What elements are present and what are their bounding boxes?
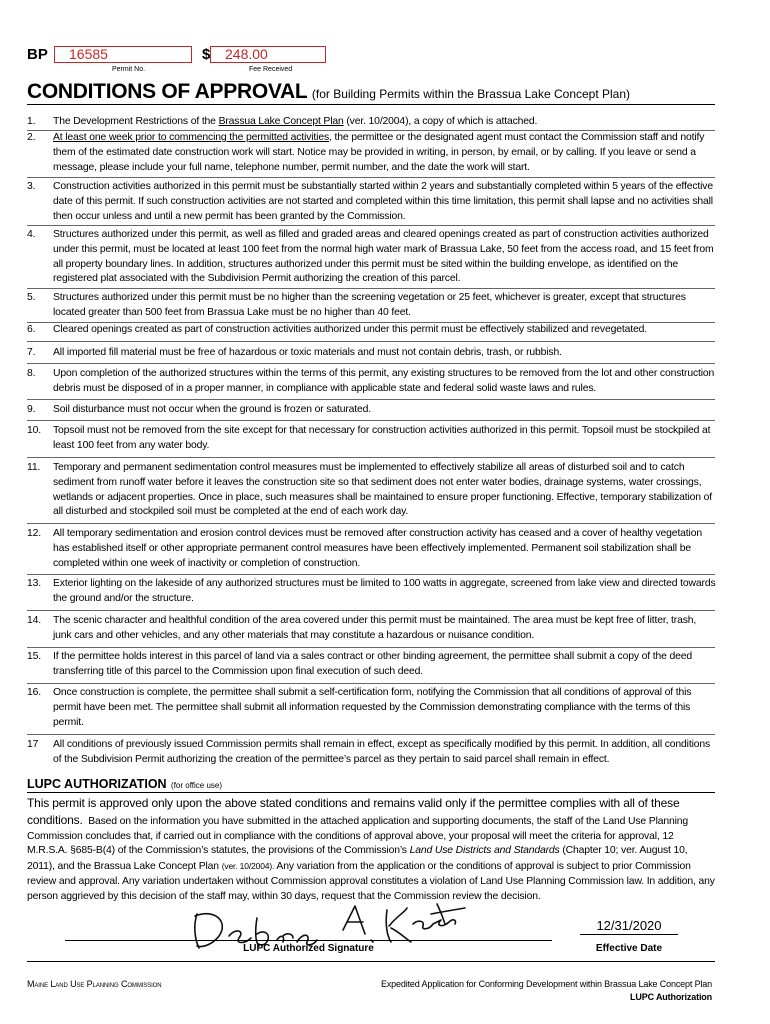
condition-underlined: Brassua Lake Concept Plan bbox=[218, 116, 344, 127]
condition-number: 4. bbox=[27, 229, 36, 240]
condition-text: All conditions of previously issued Commission permits shall remain in effect, except as specifically modified by this permit. In addition, all conditions of the Subdivision Permit authorizing the creation of the permittee’s parcel as they pertain to said parcel shall remain in effect. bbox=[53, 739, 711, 765]
lupc-text-small: (ver. 10/2004). bbox=[221, 861, 275, 872]
divider bbox=[27, 647, 715, 648]
condition-item bbox=[27, 424, 717, 454]
condition-text: Exterior lighting on the lakeside of any authorized structures must be limited to 100 watts in aggregate, screened from lake view and directed towards the ground and/or the structure. bbox=[53, 578, 716, 604]
title-sub: (for Building Permits within the Brassua Lake Concept Plan) bbox=[311, 87, 631, 101]
condition-item bbox=[27, 367, 717, 397]
condition-text: , the permittee or the designated agent must contact the Commission staff and notify them of the estimated date construction work will start. Notice may be provided in writing, in person, by email, or by calling. If you leave or send a message, please include your full name, telephone number, permit number, and the date the work will start. bbox=[53, 132, 705, 173]
condition-item bbox=[27, 403, 717, 418]
lupc-text: Based on the information you have submitted in the attached application and supporting documents, the staff of the Land Use Planning Commission concludes that, if carried out in compliance with the conditions of approval above, your proposal will meet the criteria for approval, 12 M.R.S.A. §685-B(4) of the Commission’s statutes, the provisions of the Commission’s bbox=[27, 815, 689, 857]
condition-text: Structures authorized under this permit must be no higher than the screening vegetation or 25 feet, whichever is greater, except that structures located greater than 500 feet from Brassua Lake must be no higher than 40 feet. bbox=[53, 292, 686, 318]
condition-text: The scenic character and healthful condition of the area covered under this permit must be maintained. The area must be kept free of litter, trash, junk cars and other vehicles, and any other materials that may constitute a hazardous or nuisance condition. bbox=[53, 615, 697, 641]
footer-document-section: LUPC Authorization bbox=[630, 992, 712, 1002]
condition-text: (ver. 10/2004), a copy of which is attached. bbox=[343, 116, 538, 127]
condition-number: 16. bbox=[27, 687, 41, 698]
condition-item bbox=[27, 115, 717, 130]
condition-text: All imported fill material must be free of hazardous or toxic materials and must not contain debris, trash, or rubbish. bbox=[53, 347, 562, 358]
effective-date: 12/31/2020 bbox=[596, 918, 662, 933]
condition-number: 10. bbox=[27, 425, 41, 436]
lupc-text: Any variation from the application or the conditions of approval is subject to prior Commission review and approval. Any variation undertaken without Commission approval constitutes a violation of Land Use Planning Commission law. In addition, any person aggrieved by this decision of the staff may, within 30 days, request that the Commission review the decision. bbox=[27, 861, 715, 902]
condition-item bbox=[27, 180, 717, 224]
footer-document-info bbox=[381, 978, 712, 1004]
condition-number: 13. bbox=[27, 578, 41, 589]
lupc-body bbox=[27, 796, 715, 905]
lupc-heading bbox=[27, 775, 222, 793]
condition-item bbox=[27, 686, 717, 730]
condition-text: Temporary and permanent sedimentation control measures must be implemented to effectively stabilize all areas of disturbed soil and to catch sediment from runoff water before it leaves the construction site so that sediment does not enter water bodies, drainage systems, water crossings, wetlands or adjacent properties. Once in place, such measures shall be maintained to ensure proper functioning. Effective, temporary stabilization of all disturbed and stockpiled soil must be completed at the end of each work day. bbox=[53, 462, 712, 518]
lupc-text-italic: Land Use Districts and Standards bbox=[409, 845, 560, 857]
divider bbox=[27, 734, 715, 735]
fee-caption: Fee Received bbox=[249, 66, 293, 73]
condition-item bbox=[27, 577, 717, 607]
condition-item bbox=[27, 650, 717, 680]
condition-number: 8. bbox=[27, 368, 36, 379]
condition-item bbox=[27, 131, 717, 175]
divider bbox=[27, 574, 715, 575]
lupc-lead: This permit is approved only upon the above stated conditions and remains valid only if the permittee complies with all of these conditions. bbox=[27, 796, 680, 827]
condition-item bbox=[27, 738, 717, 768]
condition-number: 7. bbox=[27, 347, 36, 358]
title-rule bbox=[27, 104, 715, 105]
page-title bbox=[27, 80, 747, 104]
divider bbox=[27, 610, 715, 611]
condition-text: Soil disturbance must not occur when the ground is frozen or saturated. bbox=[53, 404, 371, 415]
condition-number: 17 bbox=[27, 739, 39, 750]
divider bbox=[27, 363, 715, 364]
condition-number: 6. bbox=[27, 324, 36, 335]
lupc-heading-text: LUPC AUTHORIZATION bbox=[27, 777, 167, 791]
condition-text: Structures authorized under this permit, as well as filled and graded areas and cleared openings created as part of construction activities authorized under this permit, must be located at least 100 feet from the normal high water mark of Brassua Lake, 50 feet from the access road, and 15 feet from all property boundary lines. In addition, structures authorized under this permit must be sited within the building envelope, as identified on the registered plat associated with the Subdivision Permit authorizing the creation of this parcel. bbox=[53, 229, 714, 285]
condition-item bbox=[27, 527, 717, 571]
divider bbox=[27, 420, 715, 421]
condition-number: 1. bbox=[27, 116, 36, 127]
lupc-text: (Chapter 10; ver. August 10, 2011), and the Brassua Lake Concept Plan bbox=[27, 845, 688, 873]
condition-text: All temporary sedimentation and erosion control devices must be removed after construction activity has ceased and a cover of healthy vegetation has established itself or other appropriate permanent control measures have been effectively implemented. Permanent soil stabilization shall be completed within one week of inactivity or completion of construction. bbox=[53, 528, 702, 569]
signature-line bbox=[65, 940, 552, 941]
dollar-label: $ bbox=[202, 46, 211, 63]
condition-number: 15. bbox=[27, 651, 41, 662]
divider bbox=[27, 457, 715, 458]
condition-number: 2. bbox=[27, 132, 36, 143]
condition-text: If the permittee holds interest in this parcel of land via a sales contract or other binding agreement, the permittee shall submit a copy of the deed transferring title of this parcel to the Commission upon final execution of such deed. bbox=[53, 651, 692, 677]
footer-organization: Maine Land Use Planning Commission bbox=[27, 979, 162, 989]
condition-text: The Development Restrictions of the bbox=[53, 116, 219, 127]
condition-text: Cleared openings created as part of construction activities authorized under this permit must be effectively stabilized and revegetated. bbox=[53, 324, 647, 335]
fee-field[interactable]: 248.00 bbox=[210, 46, 326, 63]
condition-item bbox=[27, 461, 717, 520]
divider bbox=[27, 683, 715, 684]
condition-number: 11. bbox=[27, 462, 41, 473]
condition-text: Topsoil must not be removed from the site except for that necessary for construction activities authorized in this permit. Topsoil must be stockpiled at least 100 feet from any water body. bbox=[53, 425, 711, 451]
divider bbox=[27, 341, 715, 342]
condition-underlined: At least one week prior to commencing the permitted activities bbox=[53, 132, 329, 143]
condition-text: Construction activities authorized in this permit must be substantially started within 2 years and substantially completed within 5 years of the effective date of this permit. If such construction activities are not started and completed within this time limitation, this permit shall lapse and no activities shall then occur unless and until a new permit has been granted by the Commission. bbox=[53, 181, 713, 222]
condition-item bbox=[27, 291, 717, 321]
bp-label: BP bbox=[27, 46, 48, 63]
condition-text: Upon completion of the authorized structures within the terms of this permit, any existing structures to be removed from the lot and other construction debris must be disposed of in a proper manner, in compliance with applicable state and federal solid waste laws and rules. bbox=[53, 368, 715, 394]
divider bbox=[27, 225, 715, 226]
lupc-heading-note: (for office use) bbox=[171, 781, 223, 790]
divider bbox=[27, 523, 715, 524]
condition-number: 5. bbox=[27, 292, 36, 303]
signature-caption: LUPC Authorized Signature bbox=[243, 943, 374, 954]
condition-text: Once construction is complete, the permittee shall submit a self-certification form, notifying the Commission that all conditions of approval of this permit have been met. The permittee shall submit all information requested by the Commission demonstrating compliance with the terms of this permit. bbox=[53, 687, 692, 728]
condition-item bbox=[27, 614, 717, 644]
condition-number: 9. bbox=[27, 404, 36, 415]
permit-number-caption: Permit No. bbox=[112, 66, 146, 73]
footer-document-title: Expedited Application for Conforming Development within Brassua Lake Concept Plan bbox=[380, 979, 712, 989]
effective-date-caption: Effective Date bbox=[595, 943, 663, 954]
divider bbox=[27, 288, 715, 289]
condition-item bbox=[27, 228, 717, 287]
date-line bbox=[580, 934, 678, 935]
divider bbox=[27, 177, 715, 178]
condition-item bbox=[27, 323, 717, 338]
condition-number: 3. bbox=[27, 181, 36, 192]
condition-number: 12. bbox=[27, 528, 41, 539]
condition-number: 14. bbox=[27, 615, 41, 626]
permit-number-field[interactable]: 16585 bbox=[54, 46, 192, 63]
divider bbox=[27, 399, 715, 400]
condition-item bbox=[27, 346, 717, 361]
title-main: CONDITIONS OF APPROVAL bbox=[27, 80, 308, 103]
